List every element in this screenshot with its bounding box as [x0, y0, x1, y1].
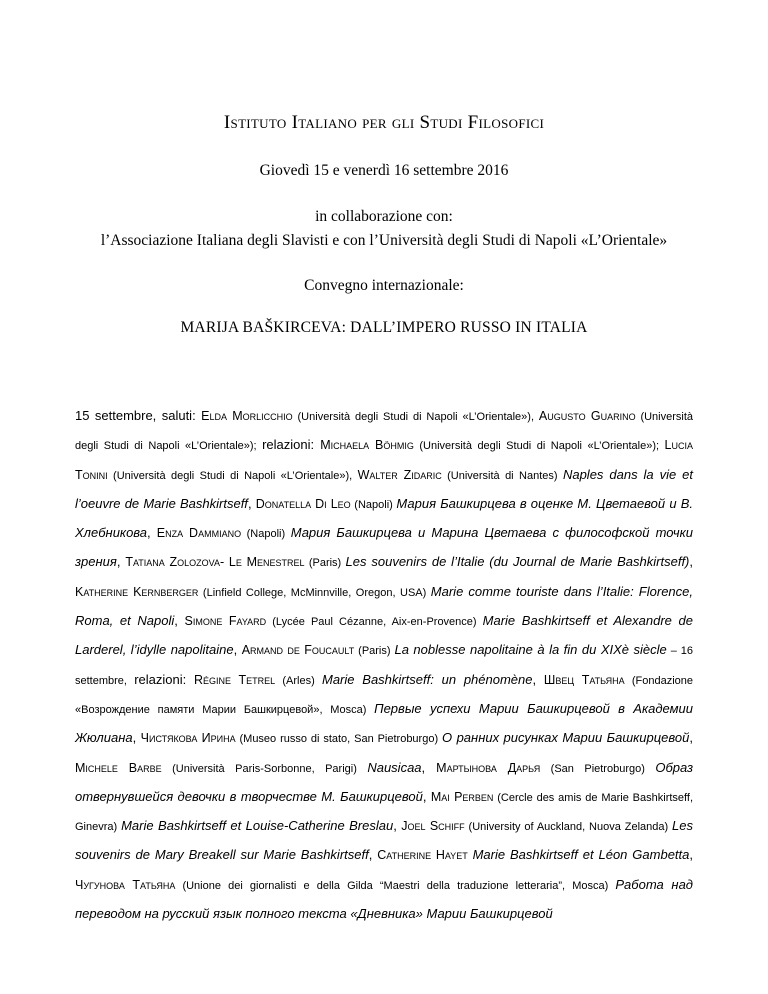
- talk-title: Мария Башкирцева в оценке М. Цветаевой и В. Хлебникова: [75, 495, 694, 541]
- talk-title: Les souvenirs de Mary Breakell sur Marie Bashkirtseff: [75, 818, 693, 863]
- speaker-name: Lucia Tonini: [75, 438, 693, 482]
- program-label: ,: [132, 730, 141, 746]
- speaker-name: Швец Татьяна: [543, 672, 625, 687]
- program-label: ,: [689, 554, 694, 570]
- program-label: ,: [116, 554, 126, 570]
- event-dates: Giovedì 15 e venerdì 16 settembre 2016: [259, 162, 509, 179]
- program-label: ,: [393, 818, 402, 834]
- collaboration-intro: in collaborazione con:: [315, 208, 453, 225]
- program-label: relazioni:: [134, 671, 195, 687]
- talk-title: О ранних рисунках Марии Башкирцевой: [442, 730, 690, 746]
- talk-title: Naples dans la vie et l’oeuvre de Marie Bashkirtseff: [75, 466, 694, 511]
- program-label: ,: [247, 495, 256, 511]
- speaker-name: Enza Dammiano: [156, 526, 242, 541]
- speaker-affiliation: (Napoli): [350, 498, 397, 511]
- talk-title: La noblesse napolitaine à la fin du XIXè siècle: [394, 642, 667, 658]
- speaker-affiliation: (Linfield College, McMinnville, Oregon, USA): [198, 586, 431, 599]
- speaker-name: Чугунова Татьяна: [75, 877, 176, 892]
- speaker-name: Walter Zidaric: [357, 467, 442, 482]
- program-label: ,: [532, 671, 544, 687]
- speaker-affiliation: (San Pietroburgo): [540, 762, 656, 775]
- speaker-name: Мартынова Дарья: [436, 760, 541, 775]
- speaker-affiliation: (Università degli Studi di Napoli «L’Orientale»),: [107, 469, 358, 482]
- speaker-name: Michele Barbe: [75, 760, 162, 775]
- speaker-name: Чистякова Ирина: [140, 731, 236, 746]
- speaker-affiliation: (Università degli Studi di Napoli «L’Orientale»),: [292, 411, 539, 423]
- talk-title: Marie Bashkirtseff et Léon Gambetta: [467, 847, 690, 863]
- talk-title: Marie Bashkirtseff et Alexandre de Larderel, l’idylle napolitaine: [75, 613, 693, 658]
- speaker-affiliation: (Museo russo di stato, San Pietroburgo): [235, 733, 443, 746]
- speaker-affiliation: (University of Auckland, Nuova Zelanda): [464, 821, 673, 834]
- talk-title: Marie Bashkirtseff et Louise-Catherine Breslau: [121, 818, 394, 834]
- talk-title: Nausicaa: [367, 759, 422, 775]
- speaker-name: Régine Tetrel: [194, 672, 276, 687]
- talk-title: Первые успехи Марии Башкирцевой в Академии Жюлиана: [75, 700, 693, 746]
- speaker-affiliation: (Università degli Studi di Napoli «L’Orientale»);: [75, 411, 694, 453]
- program-paragraph: [75, 402, 693, 929]
- talk-title: Marie Bashkirtseff: un phénomène: [321, 671, 533, 687]
- speaker-name: Katherine Kernberger: [75, 584, 199, 599]
- speaker-name: Simone Fayard: [184, 614, 267, 629]
- speaker-name: Joel Schiff: [401, 819, 465, 834]
- talk-title: Образ отвернувшейся девочки в творчестве М. Башкирцевой: [75, 759, 693, 804]
- speaker-name: Elda Morlicchio: [201, 409, 293, 423]
- program-label: ,: [174, 613, 185, 629]
- speaker-affiliation: (Università di Nantes): [441, 469, 563, 482]
- speaker-affiliation: (Fondazione «Возрождение памяти Марии Башкирцевой», Mosca): [75, 674, 694, 716]
- program-label: ,: [421, 759, 437, 775]
- program-label: ,: [368, 847, 378, 863]
- speaker-name: Tatiana Zolozova- Le Menestrel: [125, 555, 305, 570]
- speaker-affiliation: (Arles): [275, 674, 322, 687]
- speaker-affiliation: (Unione dei giornalisti e della Gilda “Maestri della traduzione letteraria”, Mosca): [175, 879, 616, 892]
- speaker-name: Mai Perben: [430, 789, 494, 804]
- talk-title: Работа над переводом на русский язык полного текста «Дневника» Марии Башкирцевой: [75, 876, 693, 922]
- convegno-title: MARIJA BAŠKIRCEVA: DALL’IMPERO RUSSO IN ITALIA: [180, 319, 588, 336]
- speaker-affiliation: (Università Paris-Sorbonne, Parigi): [161, 762, 368, 775]
- speaker-name: Armand de Foucault: [241, 643, 355, 658]
- speaker-affiliation: (Paris): [304, 557, 346, 570]
- speaker-affiliation: (Università degli Studi di Napoli «L’Orientale»);: [413, 440, 665, 453]
- speaker-affiliation: (Cercle des amis de Marie Bashkirtseff, Ginevra): [75, 791, 693, 834]
- collaboration-partners: l’Associazione Italiana degli Slavisti e con l’Università degli Studi di Napoli «L’Orientale»: [100, 232, 668, 249]
- talk-title: Marie comme touriste dans l’Italie: Florence, Roma, et Napoli: [75, 583, 694, 629]
- talk-title: Мария Башкирцева и Марина Цветаева с философской точки зрения: [75, 525, 693, 570]
- program-label: 15 settembre, saluti:: [75, 408, 202, 423]
- program-label: ,: [689, 730, 693, 746]
- institute-title: Istituto Italiano per gli Studi Filosofici: [223, 112, 545, 133]
- program-label: ,: [233, 642, 242, 658]
- speaker-name: Michaela Böhmig: [320, 438, 414, 453]
- program-label: ,: [147, 525, 157, 541]
- speaker-affiliation: – 16 settembre,: [75, 645, 693, 687]
- program-label: ,: [689, 847, 693, 863]
- speaker-name: Catherine Hayet: [377, 848, 468, 863]
- program-label: relazioni:: [262, 437, 321, 453]
- speaker-affiliation: (Napoli): [241, 528, 291, 541]
- speaker-affiliation: (Paris): [354, 645, 395, 658]
- program-label: ,: [422, 788, 431, 804]
- speaker-name: Donatella Di Leo: [255, 496, 351, 511]
- speaker-name: Augusto Guarino: [538, 409, 636, 423]
- convegno-label: Convegno internazionale:: [304, 277, 464, 294]
- speaker-affiliation: (Lycée Paul Cézanne, Aix-en-Provence): [266, 616, 483, 629]
- talk-title: Les souvenirs de l’Italie (du Journal de Marie Bashkirtseff): [345, 554, 690, 570]
